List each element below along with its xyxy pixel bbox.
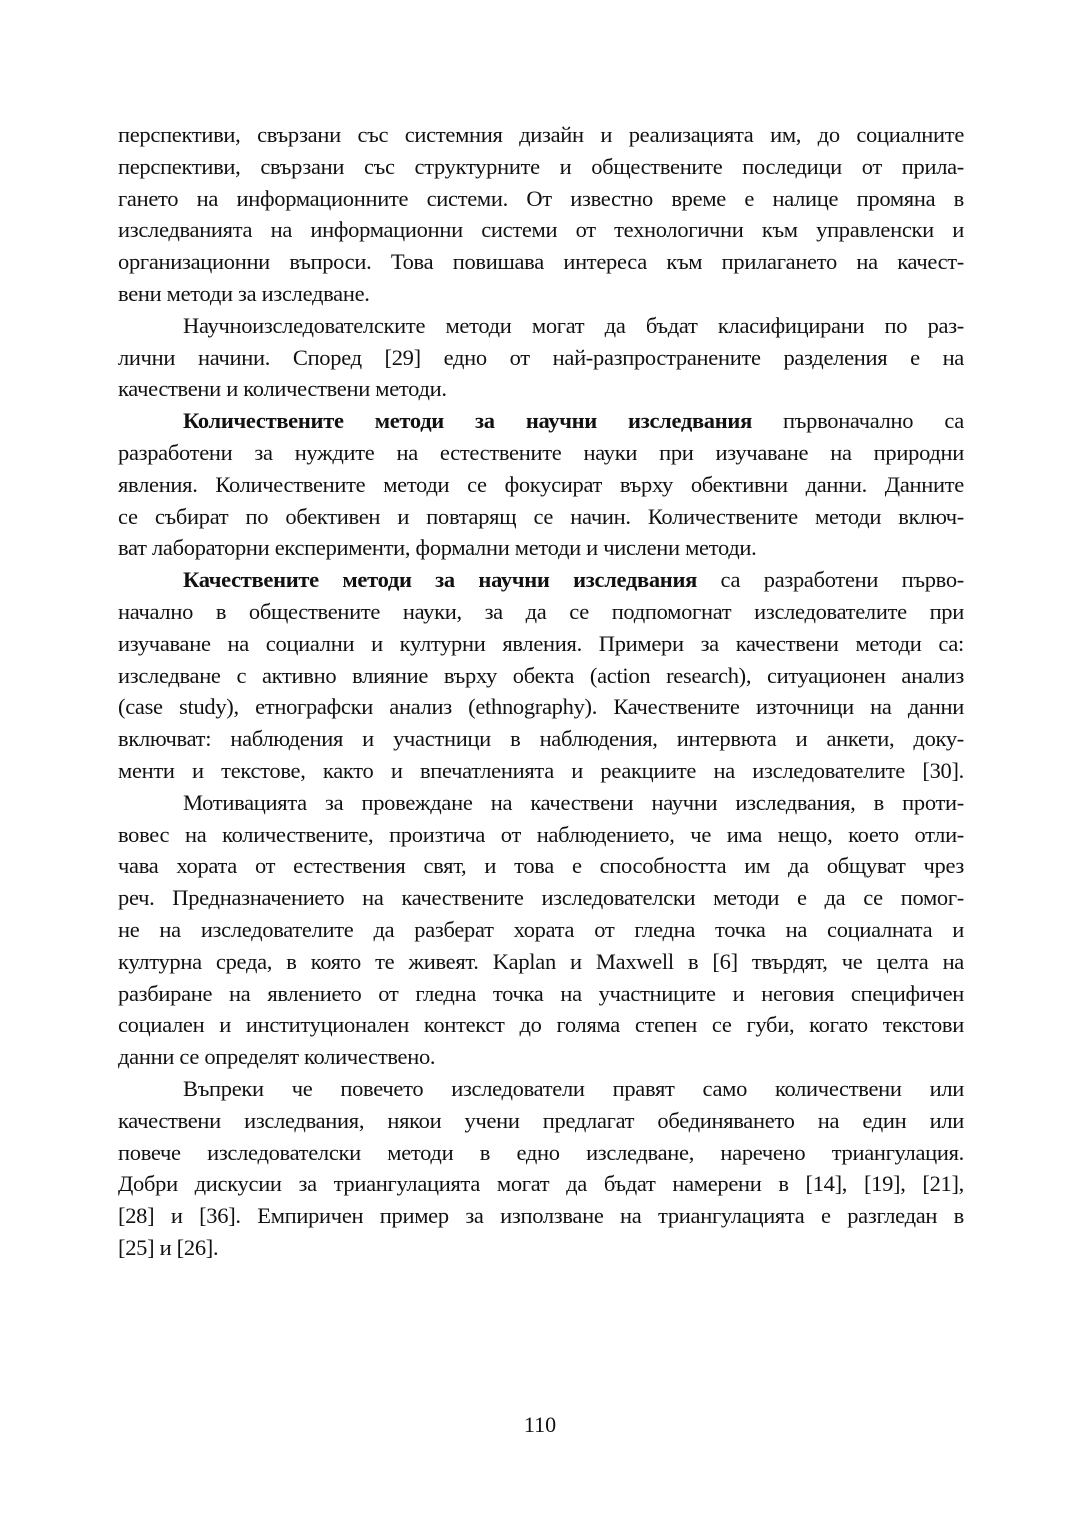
text-run: социален и институционален контекст до голяма степен се губи, когато текстови xyxy=(118,1012,964,1038)
text-line xyxy=(118,1105,964,1137)
text-line xyxy=(118,532,964,564)
paragraph xyxy=(118,310,964,405)
text-line xyxy=(118,469,964,501)
text-run: чава хората от естествения свят, и това е способността им да общуват чрез xyxy=(118,853,964,879)
text-line xyxy=(118,151,964,183)
text-run: перспективи, свързани със системния дизайн и реализацията им, до социалните xyxy=(118,122,964,147)
text-run: организационни въпроси. Това повишава интереса към прилагането на качест- xyxy=(118,249,964,275)
text-line xyxy=(118,1232,964,1264)
text-run: разработени за нуждите на естествените науки при изучаване на природни xyxy=(118,439,964,465)
text-run: ват лабораторни експерименти, формални методи и числени методи. xyxy=(118,535,757,561)
text-line xyxy=(118,691,964,723)
text-line xyxy=(118,755,964,787)
paragraph xyxy=(118,405,964,564)
text-run: повече изследователски методи в едно изследване, наречено триангулация. xyxy=(118,1139,964,1165)
page-number: 110 xyxy=(523,1412,557,1437)
text-run: първоначално са xyxy=(751,408,964,434)
text-line xyxy=(118,723,964,755)
text-run: изследване с активно влияние върху обекта (action research), ситуационен анализ xyxy=(118,662,964,688)
text-run: са разработени първо- xyxy=(697,567,964,593)
text-line xyxy=(118,310,964,342)
text-line xyxy=(118,850,964,882)
text-line xyxy=(118,564,964,596)
text-run: Мотивацията за провеждане на качествени научни изследвания, в проти- xyxy=(183,789,964,815)
text-line xyxy=(118,914,964,946)
text-run: културна среда, в която те живеят. Kaplan и Maxwell в [6] твърдят, че целта на xyxy=(118,948,964,974)
text-run: [25] и [26]. xyxy=(118,1234,219,1260)
text-line xyxy=(118,596,964,628)
text-line xyxy=(118,373,964,405)
body-text xyxy=(118,119,964,1264)
text-run: реч. Предназначението на качествените изследователски методи е да се помог- xyxy=(118,885,964,911)
text-line xyxy=(118,214,964,246)
paragraph xyxy=(118,787,964,1073)
text-run: Въпреки че повечето изследователи правят само количествени или xyxy=(183,1075,964,1101)
text-run: вени методи за изследване. xyxy=(118,280,370,306)
text-run: не на изследователите да разберат хората от гледна точка на социалната и xyxy=(118,916,964,942)
text-line xyxy=(118,978,964,1010)
text-line xyxy=(118,628,964,660)
text-run: включват: наблюдения и участници в наблюдения, интервюта и анкети, доку- xyxy=(118,726,964,752)
text-line xyxy=(118,119,964,151)
text-run: Научноизследователските методи могат да бъдат класифицирани по раз- xyxy=(183,312,964,338)
text-run: менти и текстове, както и впечатленията и реакциите на изследователите [30]. xyxy=(118,757,964,783)
text-run: разбиране на явлението от гледна точка на участниците и неговия специфичен xyxy=(118,980,964,1006)
text-run: перспективи, свързани със структурните и обществените последици от прила- xyxy=(118,153,964,179)
bold-term: Количествените методи за научни изследвания xyxy=(183,408,752,434)
text-line xyxy=(118,437,964,469)
bold-term: Качествените методи за научни изследвания xyxy=(183,567,697,593)
text-run: (case study), етнографски анализ (ethnography). Качествените източници на данни xyxy=(118,694,964,720)
text-line xyxy=(118,1041,964,1073)
text-line xyxy=(118,342,964,374)
text-run: Добри дискусии за триангулацията могат да бъдат намерени в [14], [19], [21], xyxy=(118,1171,964,1197)
text-line xyxy=(118,183,964,215)
text-line xyxy=(118,405,964,437)
text-run: лични начини. Според [29] едно от най-разпространените разделения е на xyxy=(118,344,964,370)
text-run: изучаване на социални и културни явления. Примери за качествени методи са: xyxy=(118,630,964,656)
text-line xyxy=(118,1137,964,1169)
text-line xyxy=(118,1200,964,1232)
text-line xyxy=(118,501,964,533)
text-line xyxy=(118,278,964,310)
text-line xyxy=(118,246,964,278)
text-run: начално в обществените науки, за да се подпомогнат изследователите при xyxy=(118,598,964,624)
text-line xyxy=(118,787,964,819)
text-line xyxy=(118,1009,964,1041)
text-run: качествени и количествени методи. xyxy=(118,376,447,402)
text-line xyxy=(118,819,964,851)
text-line xyxy=(118,946,964,978)
paragraph xyxy=(118,564,964,787)
text-run: явления. Количествените методи се фокусират върху обективни данни. Данните xyxy=(118,471,964,497)
paragraph xyxy=(118,1073,964,1264)
text-line xyxy=(118,1073,964,1105)
text-run: се събират по обективен и повтарящ се начин. Количествените методи включ- xyxy=(118,503,964,529)
text-run: гането на информационните системи. От известно време е налице промяна в xyxy=(118,185,964,211)
text-run: качествени изследвания, някои учени предлагат обединяването на един или xyxy=(118,1107,964,1133)
text-run: изследванията на информационни системи от технологични към управленски и xyxy=(118,217,964,243)
text-run: вовес на количествените, произтича от наблюдението, че има нещо, което отли- xyxy=(118,821,964,847)
text-line xyxy=(118,660,964,692)
text-line xyxy=(118,882,964,914)
text-run: данни се определят количествено. xyxy=(118,1044,436,1070)
text-run: [28] и [36]. Емпиричен пример за използване на триангулацията е разгледан в xyxy=(118,1203,964,1229)
text-line xyxy=(118,1168,964,1200)
paragraph xyxy=(118,119,964,310)
